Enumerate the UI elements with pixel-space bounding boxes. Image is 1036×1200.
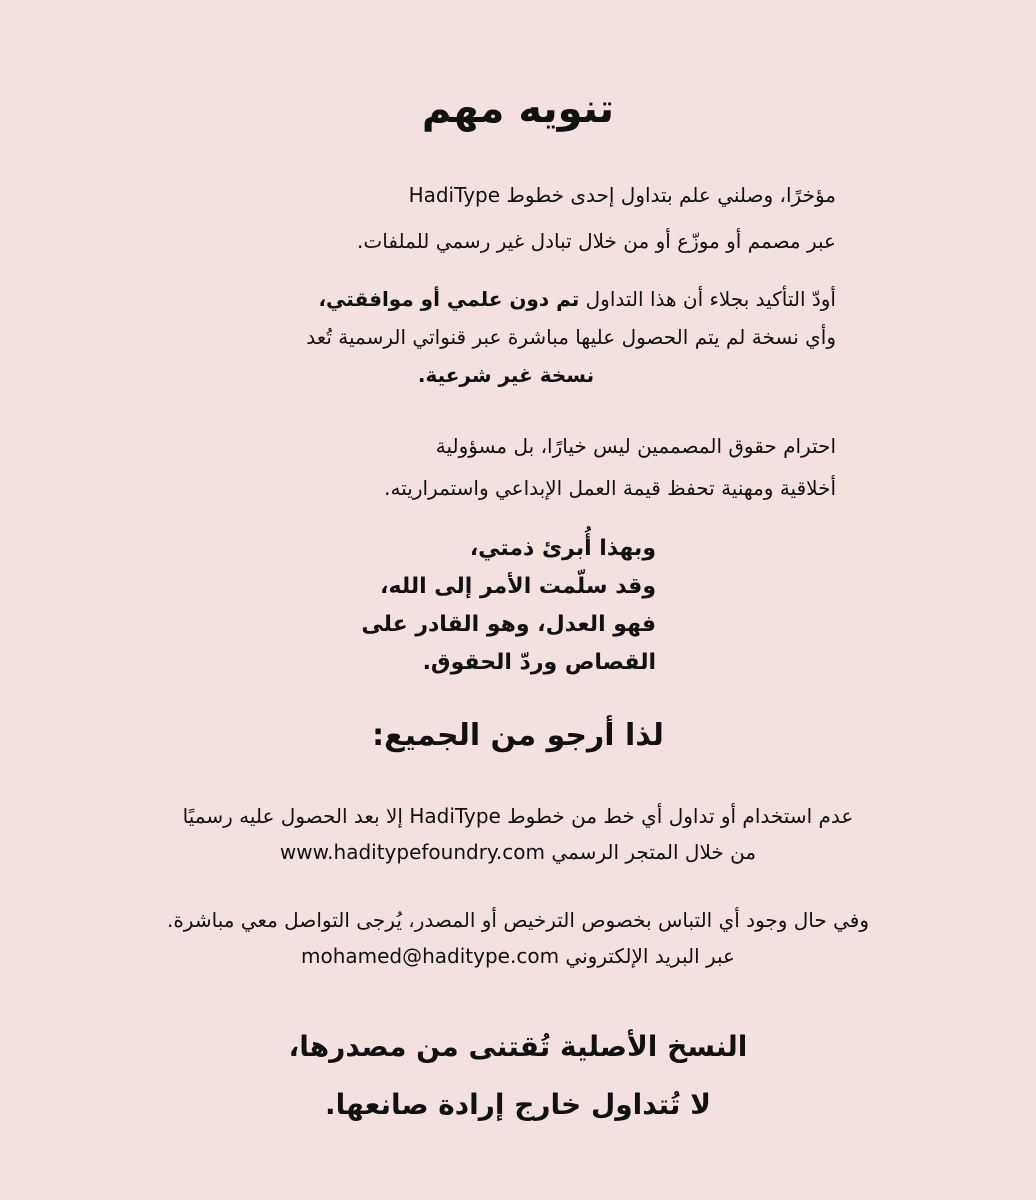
text-line: عبر مصمم أو موزّع أو من خلال تبادل غير رسمي للملفات.: [357, 229, 836, 253]
paragraph-contact: [0, 902, 1036, 974]
poem-line: فهو العدل، وهو القادر على: [361, 612, 656, 637]
text-line-bold: [176, 356, 836, 394]
poem-line: القصاص وردّ الحقوق.: [422, 650, 656, 675]
closing-statement: [0, 1018, 1036, 1134]
notice-title: تنويه مهم: [421, 86, 615, 132]
email-line: عبر البريد الإلكتروني mohamed@haditype.com: [300, 944, 735, 968]
text-bold: نسخة غير شرعية.: [417, 363, 595, 387]
text-line: عدم استخدام أو تداول أي خط من خطوط HadiType إلا بعد الحصول عليه رسميًا: [182, 804, 854, 828]
closing-line: النسخ الأصلية تُقتنى من مصدرها،: [288, 1030, 748, 1063]
paragraph-rumor: [176, 172, 836, 264]
paragraph-confirmation: [176, 280, 836, 394]
paragraph-request: [0, 798, 1036, 870]
text-line: مؤخرًا، وصلني علم بتداول إحدى خطوط HadiType: [408, 183, 836, 207]
paragraph-rights: [176, 425, 836, 509]
text-regular: أودّ التأكيد بجلاء أن هذا التداول: [579, 287, 836, 311]
poem-line: وقد سلّمت الأمر إلى الله،: [380, 574, 656, 599]
text-bold: تم دون علمي أو موافقتي،: [318, 287, 580, 311]
text-line: أخلاقية ومهنية تحفظ قيمة العمل الإبداعي واستمراريته.: [384, 476, 836, 500]
text-line: [176, 280, 836, 318]
text-line: وفي حال وجود أي التباس بخصوص الترخيص أو المصدر، يُرجى التواصل معي مباشرة.: [166, 908, 870, 932]
text-line: وأي نسخة لم يتم الحصول عليها مباشرة عبر قنواتي الرسمية تُعد: [306, 325, 836, 349]
poem-line: وبهذا أُبرئ ذمتي،: [469, 536, 656, 561]
closing-line: لا تُتداول خارج إرادة صانعها.: [325, 1088, 711, 1121]
text-line: احترام حقوق المصممين ليس خيارًا، بل مسؤولية: [435, 434, 836, 458]
request-heading: لذا أرجو من الجميع:: [372, 718, 664, 753]
poem-block: [356, 530, 656, 682]
store-link-line: من خلال المتجر الرسمي www.haditypefoundry.com: [279, 840, 757, 864]
